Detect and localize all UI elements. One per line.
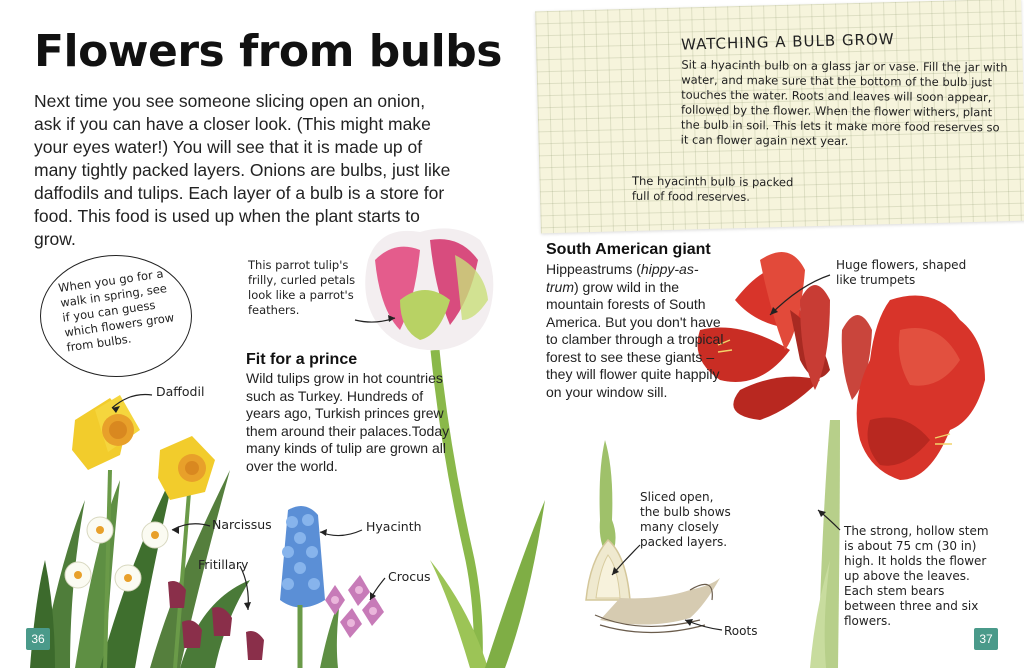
giant-body <box>546 261 731 401</box>
label-hyacinth: Hyacinth <box>366 519 422 534</box>
note-title: WATCHING A BULB GROW <box>680 30 895 54</box>
prince-heading: Fit for a prince <box>246 351 358 368</box>
giant-body-italic: hippy-as-trum <box>546 261 699 295</box>
crocus-illustration <box>320 575 384 668</box>
giant-body-post: ) grow wild in the mountain forests of South America. But you don't have to clamber through a tropical forest to see these giants – they will flower quite happily on your window sill. <box>546 278 724 400</box>
intro-paragraph: Next time you see someone slicing open an onion, ask if you can have a closer look. (This might make your eyes water!) You will see that it is made up of many tightly packed layers. Onions are bulbs, just like daffodils and tulips. Each layer of a bulb is a store for food. This food is used up when the plant starts to grow. <box>34 91 451 249</box>
label-sliced-bulb: Sliced open, the bulb shows many closely packed layers. <box>640 490 731 549</box>
page-number-left: 36 <box>26 628 50 650</box>
note-body: Sit a hyacinth bulb on a glass jar or vase. Fill the jar with water, and make sure that the bottom of the bulb just touches the water. Roots and leaves will soon appear, followed by the flower. When the flower withers, plant the bulb in soil. This lets it make more food reserves so it can flower again next year. <box>680 57 1008 149</box>
bubble-text: When you go for a walk in spring, see if you can guess which flowers grow from bulbs. <box>57 266 175 355</box>
tulip-caption: This parrot tulip's frilly, curled petals look like a parrot's feathers. <box>248 258 356 317</box>
label-huge-flowers: Huge flowers, shaped like trumpets <box>836 258 967 287</box>
prince-body: Wild tulips grow in hot countries such as Turkey. Hundreds of years ago, Turkish princes grew them around their palaces.Today many kinds of tulip are grown all over the world. <box>246 370 450 474</box>
note-pad <box>535 0 1024 233</box>
label-fritillary: Fritillary <box>198 557 249 572</box>
label-stem: The strong, hollow stem is about 75 cm (30 in) high. It holds the flower up above the leaves. Each stem bears between three and six flowers. <box>844 524 989 628</box>
label-daffodil: Daffodil <box>156 384 205 399</box>
giant-heading: South American giant <box>546 241 711 258</box>
giant-body-pre: Hippeastrums ( <box>546 261 641 277</box>
daffodil-illustration <box>72 395 215 500</box>
label-crocus: Crocus <box>388 569 431 584</box>
page-number-right: 37 <box>974 628 998 650</box>
note-caption: The hyacinth bulb is packed full of food reserves. <box>631 173 794 204</box>
label-roots: Roots <box>724 624 758 638</box>
label-narcissus: Narcissus <box>212 517 272 532</box>
page-title: Flowers from bulbs <box>34 26 502 77</box>
hyacinth-illustration <box>280 506 325 668</box>
